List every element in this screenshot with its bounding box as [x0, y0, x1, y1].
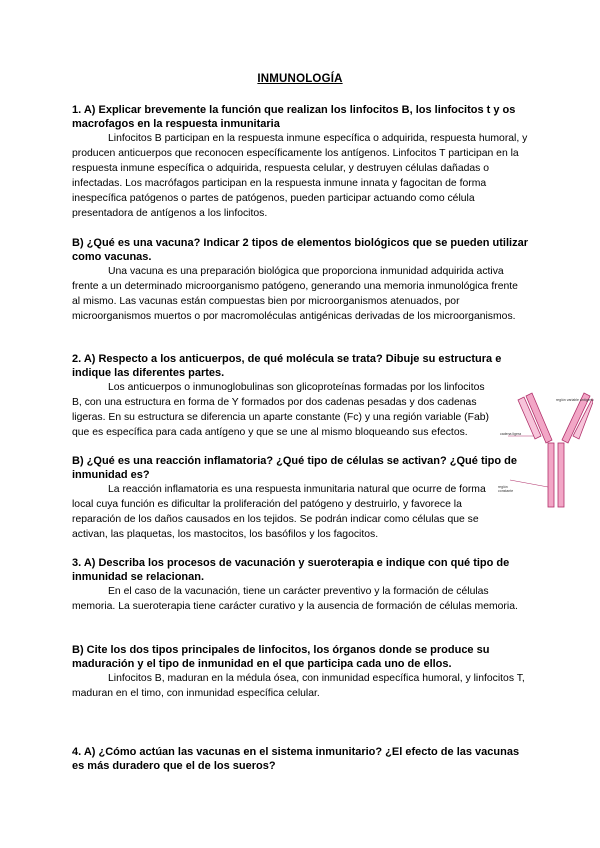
section-3a [72, 556, 528, 614]
stem-chain-right [558, 443, 564, 507]
question-4a: 4. A) ¿Cómo actúan las vacunas en el sistema inmunitario? ¿El efecto de las vacunas es más duradero que el de los sueros? [72, 746, 520, 772]
answer-3a: En el caso de la vacunación, tiene un carácter preventivo y la formación de células memoria. La sueroterapia tiene carácter curativo y la ausencia de formación de células memoria. [72, 586, 518, 612]
antibody-y-shape [518, 393, 593, 507]
question-2b: B) ¿Qué es una reacción inflamatoria? ¿Qué tipo de células se activan? ¿Qué tipo de inmunidad es? [72, 455, 517, 481]
answer-1b: Una vacuna es una preparación biológica que proporciona inmunidad adquirida activa frente a un determinado microorganismo patógeno, generando una memoria inmunológica frente al mismo. Las vacunas están compuestas bien por microorganismos atenuados, por microorganismos muertos o por macromoléculas antigénicas derivadas de los microorganismos. [72, 266, 518, 322]
question-3b: B) Cite los dos tipos principales de linfocitos, los órganos donde se produce su maduración y el tipo de inmunidad en el que participa cada uno de ellos. [72, 644, 490, 670]
section-2b [72, 454, 528, 542]
answer-2a: Los anticuerpos o inmunoglobulinas son glicoproteínas formadas por los linfocitos B, con una estructura en forma de Y formados por dos cadenas pesadas y dos cadenas ligeras. En su estructura se diferencia un aparte constante (Fc) y una región variable (Fab) que es específica para cada antígeno y que se une al mismo bloqueando sus efectos. [72, 382, 489, 438]
document-title: INMUNOLOGÍA [257, 73, 343, 85]
answer-2b: La reacción inflamatoria es una respuesta inmunitaria natural que ocurre de forma local cuya función es dificultar la proliferación del patógeno y destruirlo, y favorece la reparación de los daños causados en los tejidos. Se podrán indicar como células que se activan, las plaquetas, los mastocitos, los basófilos y los fagocitos. [72, 484, 486, 540]
question-1b: B) ¿Qué es una vacuna? Indicar 2 tipos de elementos biológicos que se pueden utilizar como vacunas. [72, 237, 528, 263]
diagram-label-constant: región constante [498, 485, 514, 493]
section-1a [72, 103, 528, 221]
section-4a [72, 745, 528, 773]
answer-3b: Linfocitos B, maduran en la médula ósea, con inmunidad específica humoral, y linfocitos T, maduran en el timo, con inmunidad específica celular. [72, 673, 525, 699]
diagram-label-light: cadena ligera [500, 432, 522, 436]
section-2a [72, 352, 528, 440]
question-3a: 3. A) Describa los procesos de vacunación y sueroterapia e indique con qué tipo de inmunidad se relacionan. [72, 557, 510, 583]
section-1b [72, 236, 528, 324]
question-1a: 1. A) Explicar brevemente la función que realizan los linfocitos B, los linfocitos t y os macrofagos en la respuesta inmunitaria [72, 104, 516, 130]
diagram-label-variable: región variable antígeno [556, 398, 594, 402]
stem-chain-left [548, 443, 554, 507]
section-3b [72, 643, 528, 701]
question-2a: 2. A) Respecto a los anticuerpos, de qué molécula se trata? Dibuje su estructura e indique las diferentes partes. [72, 353, 502, 379]
answer-1a: Linfocitos B participan en la respuesta inmune específica o adquirida, respuesta humoral, y producen anticuerpos que reconocen específicamente los antígenos. Linfocitos T participan en la respuesta inmune específica o adquirida, respuesta celular, y destruyen células dañadas o infectadas. Los macrófagos participan en la respuesta inmune innata y fagocitan de forma inespecífica patógenos o partes de patógenos, pueden participar actuando como célula presentadora de antígenos a los linfocitos. [72, 133, 528, 219]
